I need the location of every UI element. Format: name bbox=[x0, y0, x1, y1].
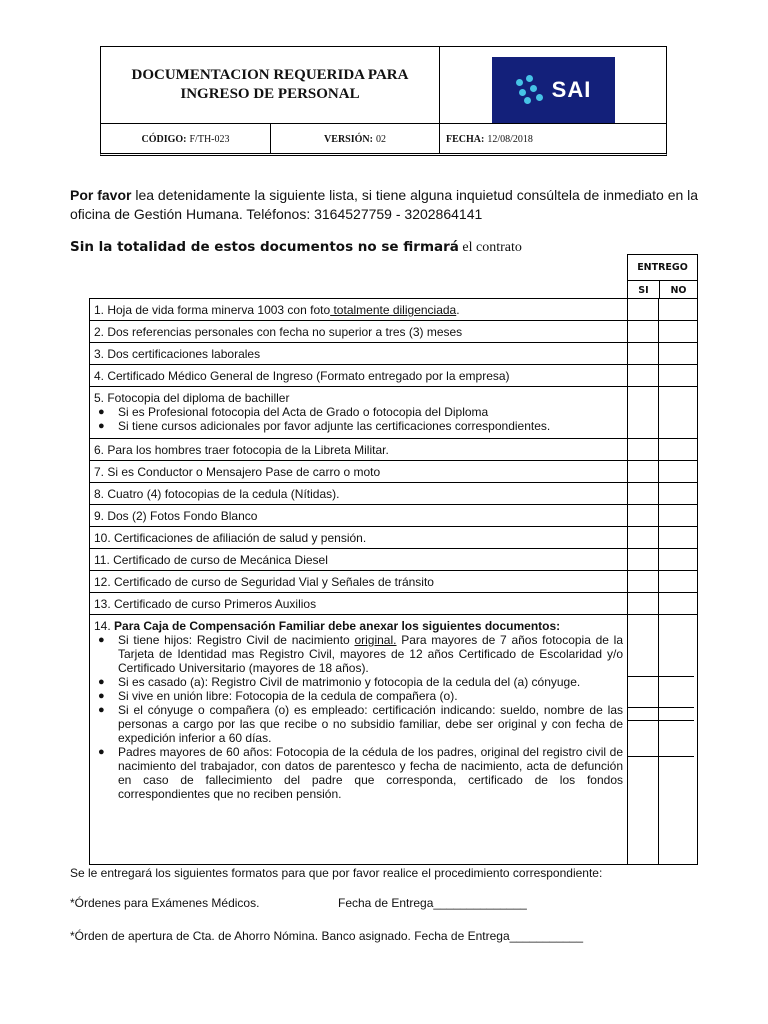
checkbox-no[interactable] bbox=[659, 299, 698, 321]
checkbox-no[interactable] bbox=[659, 439, 698, 461]
checkbox-no[interactable] bbox=[659, 343, 698, 365]
checkbox-no[interactable] bbox=[659, 549, 698, 571]
table-row bbox=[90, 387, 698, 439]
table-row bbox=[90, 615, 698, 865]
table-row bbox=[90, 505, 698, 527]
header-meta-row bbox=[101, 123, 667, 154]
bullet: ● Si el cónyuge o compañera (o) es empleado: certificación indicando: sueldo, nombre de las personas a cargo por las que recibe o no subsidio familiar, debe ser original y con fecha de expedición inferior a 60 días. bbox=[118, 703, 623, 745]
fecha-cell bbox=[446, 124, 666, 154]
checkbox-si[interactable] bbox=[628, 593, 659, 615]
checkbox-si[interactable] bbox=[628, 505, 659, 527]
checkbox-si[interactable] bbox=[628, 461, 659, 483]
separator-line bbox=[627, 756, 694, 757]
item-5: 5. Fotocopia del diploma de bachiller ● Si es Profesional fotocopia del Acta de Grado o fotocopia del Diploma ● Si tiene cursos adicionales por favor adjunte las certificaciones correspondientes. bbox=[90, 387, 628, 439]
table-row bbox=[90, 483, 698, 505]
table-row bbox=[90, 321, 698, 343]
table-row bbox=[90, 365, 698, 387]
item-11: 11. Certificado de curso de Mecánica Diesel bbox=[90, 549, 628, 571]
table-row bbox=[90, 343, 698, 365]
checkbox-no[interactable] bbox=[659, 505, 698, 527]
checkbox-si[interactable] bbox=[628, 321, 659, 343]
table-row bbox=[90, 549, 698, 571]
documents-table bbox=[89, 298, 698, 865]
subtitle-bold: Sin la totalidad de estos documentos no se firmará bbox=[70, 239, 459, 255]
entrega-si-header: SI bbox=[628, 280, 660, 299]
bullet: ● Si vive en unión libre: Fotocopia de la cedula de compañera (o). bbox=[118, 689, 623, 703]
checkbox-si[interactable] bbox=[628, 571, 659, 593]
table-row bbox=[90, 299, 698, 321]
footer-cuenta-ahorro: *Órden de apertura de Cta. de Ahorro Nómina. Banco asignado. Fecha de Entrega___________ bbox=[70, 929, 584, 943]
item-9: 9. Dos (2) Fotos Fondo Blanco bbox=[90, 505, 628, 527]
checkbox-no[interactable] bbox=[659, 365, 698, 387]
checkbox-no[interactable] bbox=[659, 571, 698, 593]
bullet: ● Si tiene cursos adicionales por favor adjunte las certificaciones correspondientes. bbox=[118, 419, 623, 433]
item-10: 10. Certificaciones de afiliación de salud y pensión. bbox=[90, 527, 628, 549]
checkbox-no[interactable] bbox=[659, 615, 698, 865]
checkbox-si[interactable] bbox=[628, 365, 659, 387]
bullet: ● Padres mayores de 60 años: Fotocopia de la cédula de los padres, original del registro civil de nacimiento del trabajador, con datos de parentesco y fecha de nacimiento, acta de defunción en caso de fallecimiento del padre que corresponda, certificado de los fondos correspondientes que no reciben pensión. bbox=[118, 745, 623, 801]
table-row bbox=[90, 461, 698, 483]
checkbox-si[interactable] bbox=[628, 299, 659, 321]
item-4: 4. Certificado Médico General de Ingreso (Formato entregado por la empresa) bbox=[90, 365, 628, 387]
item-7: 7. Si es Conductor o Mensajero Pase de carro o moto bbox=[90, 461, 628, 483]
checkbox-si[interactable] bbox=[628, 615, 659, 865]
logo-area bbox=[440, 47, 667, 123]
checkbox-no[interactable] bbox=[659, 527, 698, 549]
checkbox-no[interactable] bbox=[659, 593, 698, 615]
logo-text: SAI bbox=[551, 77, 592, 102]
item-6: 6. Para los hombres traer fotocopia de la Libreta Militar. bbox=[90, 439, 628, 461]
checkbox-si[interactable] bbox=[628, 387, 659, 439]
entrega-header bbox=[627, 254, 698, 299]
company-logo bbox=[492, 57, 615, 123]
item-1: 1. Hoja de vida forma minerva 1003 con foto totalmente diligenciada. bbox=[90, 299, 628, 321]
checkbox-si[interactable] bbox=[628, 527, 659, 549]
bullet: ● Si es Profesional fotocopia del Acta de Grado o fotocopia del Diploma bbox=[118, 405, 623, 419]
table-row bbox=[90, 439, 698, 461]
item-8: 8. Cuatro (4) fotocopias de la cedula (Nítidas). bbox=[90, 483, 628, 505]
item-2: 2. Dos referencias personales con fecha no superior a tres (3) meses bbox=[90, 321, 628, 343]
intro-text: lea detenidamente la siguiente lista, si tiene alguna inquietud consúltela de inmediato en la oficina de Gestión Humana. Teléfonos: 3164527759 - 3202864141 bbox=[70, 187, 699, 222]
title-line-2: INGRESO DE PERSONAL bbox=[180, 86, 360, 102]
version-cell bbox=[271, 124, 440, 154]
item-13: 13. Certificado de curso Primeros Auxilios bbox=[90, 593, 628, 615]
logo-mark-icon bbox=[516, 75, 546, 105]
version-label: VERSIÓN: bbox=[324, 133, 373, 145]
footer-fecha-entrega-1: Fecha de Entrega______________ bbox=[338, 896, 527, 910]
bullet: ● Si es casado (a): Registro Civil de matrimonio y fotocopia de la cedula del (a) cónyuge. bbox=[118, 675, 623, 689]
subtitle-rest: el contrato bbox=[458, 240, 522, 255]
footer-intro: Se le entregará los siguientes formatos para que por favor realice el procedimiento correspondiente: bbox=[70, 866, 603, 880]
fecha-value: 12/08/2018 bbox=[487, 133, 533, 145]
intro-bold: Por favor bbox=[70, 187, 132, 203]
item-14: 14. Para Caja de Compensación Familiar debe anexar los siguientes documentos: ● Si tiene hijos: Registro Civil de nacimiento original. Para mayores de 7 años fotocopia de la Tarjeta de Identidad mas Registro Civil, mayores de 12 años Certificado de Escolaridad y/o Certificado Universitario (mayores de 18 años). ● Si es casado (a): Registro Civil de matrimonio y fotocopia de la cedula del (a) cónyuge. ● Si vive en unión libre: Fotocopia de la cedula de compañera (o). ● Si el cónyuge o compañera (o) es empleado: certificación indicando: sueldo, nombre de las personas a cargo por las que recibe o no subsidio familiar, debe ser original y con fecha de expedición inferior a 60 días. ● Padres mayores de 60 años: Fotocopia de la cédula de los padres, original del registro civil de nacimiento del trabajador, con datos de parentesco y fecha de nacimiento, acta de defunción en caso de fallecimiento del padre que corresponda, certificado de los fondos correspondientes que no reciben pensión. bbox=[90, 615, 628, 865]
intro-paragraph bbox=[70, 186, 710, 224]
checkbox-no[interactable] bbox=[659, 461, 698, 483]
codigo-value: F/TH-023 bbox=[189, 133, 230, 145]
checkbox-si[interactable] bbox=[628, 439, 659, 461]
codigo-cell bbox=[101, 124, 271, 154]
checkbox-si[interactable] bbox=[628, 549, 659, 571]
table-row bbox=[90, 527, 698, 549]
table-row bbox=[90, 571, 698, 593]
separator-line bbox=[627, 707, 694, 708]
separator-line bbox=[627, 720, 694, 721]
item-3: 3. Dos certificaciones laborales bbox=[90, 343, 628, 365]
checkbox-si[interactable] bbox=[628, 343, 659, 365]
subtitle bbox=[70, 238, 522, 256]
separator-line bbox=[627, 676, 694, 677]
codigo-label: CÓDIGO: bbox=[141, 133, 187, 145]
bullet: ● Si tiene hijos: Registro Civil de nacimiento original. Para mayores de 7 años fotocopia de la Tarjeta de Identidad mas Registro Civil, mayores de 12 años Certificado de Escolaridad y/o Certificado Universitario (mayores de 18 años). bbox=[118, 633, 623, 675]
checkbox-no[interactable] bbox=[659, 321, 698, 343]
checkbox-si[interactable] bbox=[628, 483, 659, 505]
document-header bbox=[100, 46, 667, 156]
checkbox-no[interactable] bbox=[659, 483, 698, 505]
title-line-1: DOCUMENTACION REQUERIDA PARA bbox=[131, 67, 409, 83]
entrega-title: ENTREGO bbox=[637, 262, 688, 273]
footer-examenes: *Órdenes para Exámenes Médicos. bbox=[70, 896, 260, 910]
version-value: 02 bbox=[375, 133, 386, 145]
item-12: 12. Certificado de curso de Seguridad Vial y Señales de tránsito bbox=[90, 571, 628, 593]
document-title bbox=[101, 47, 440, 123]
table-row bbox=[90, 593, 698, 615]
fecha-label: FECHA: bbox=[446, 133, 485, 145]
entrega-no-header: NO bbox=[660, 280, 697, 299]
checkbox-no[interactable] bbox=[659, 387, 698, 439]
